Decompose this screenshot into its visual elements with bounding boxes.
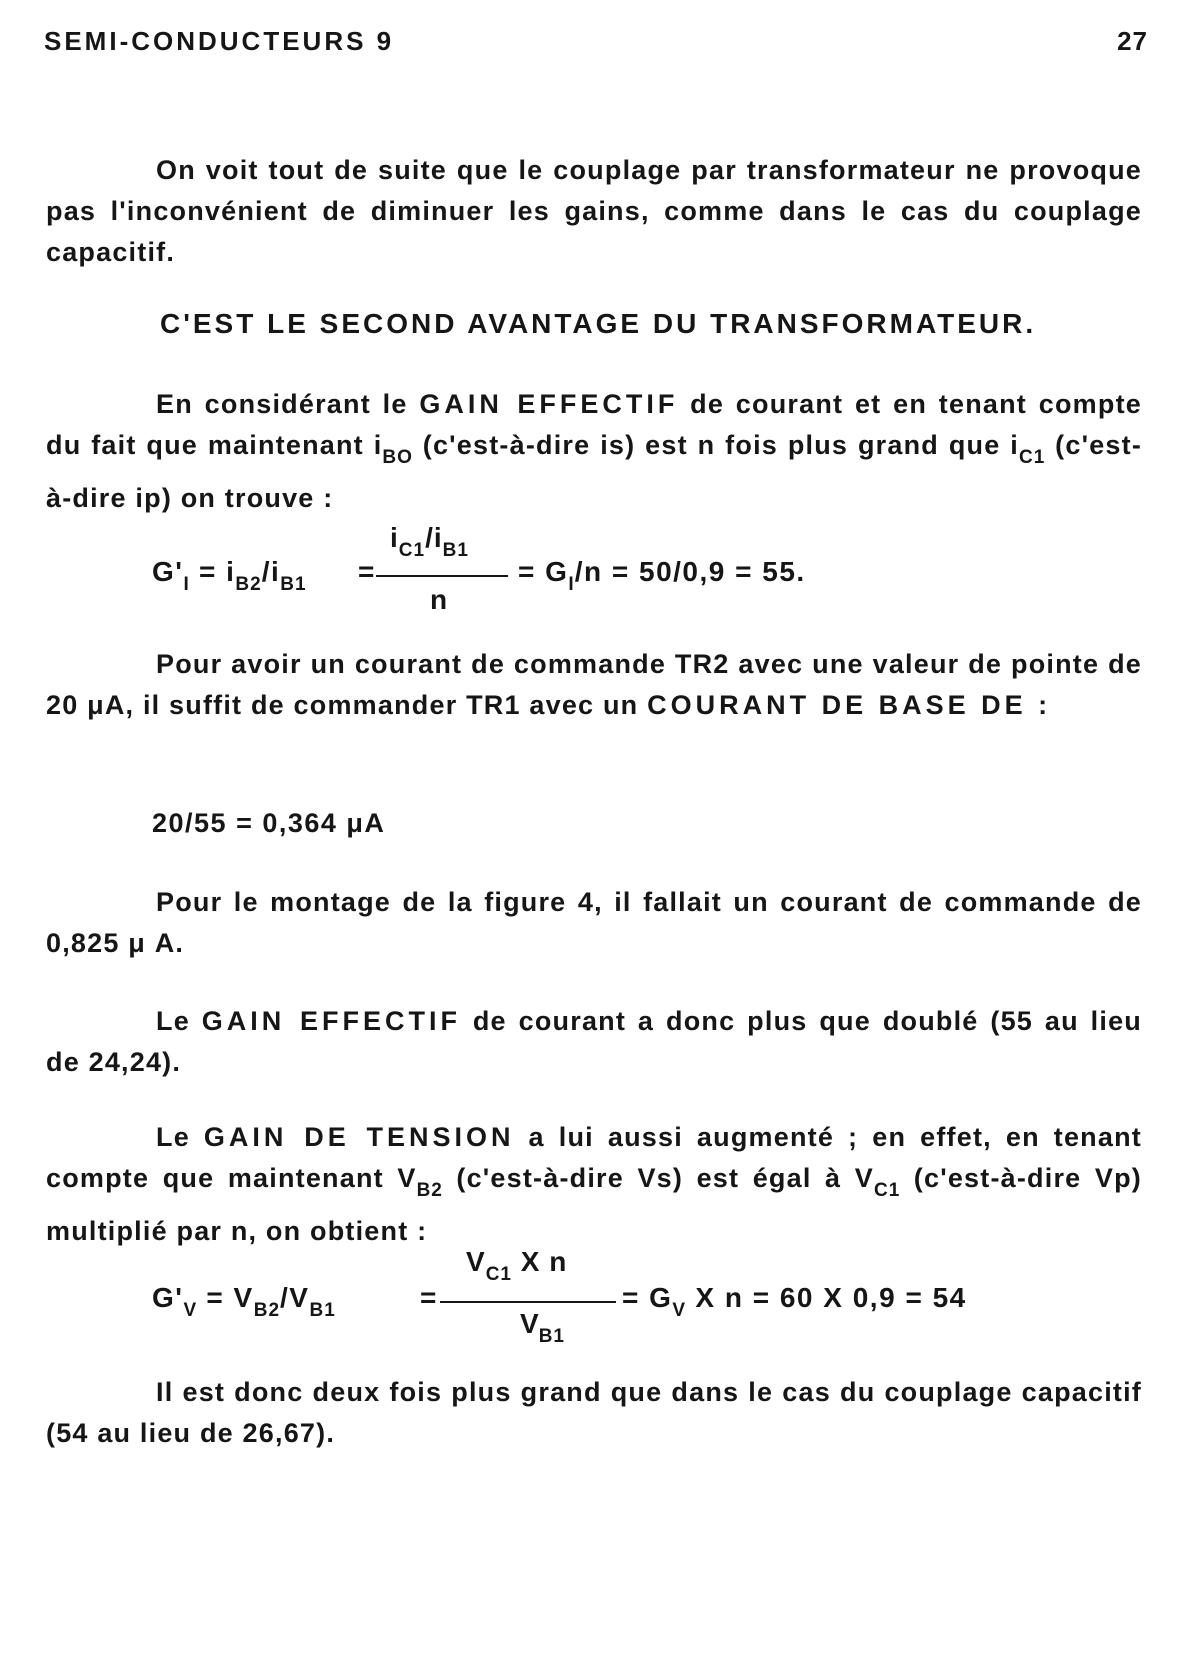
p6-sub-b2: B2 [416, 1180, 443, 1201]
base-current-calc: 20/55 = 0,364 μA [152, 808, 386, 838]
eq1-sub-b2: B2 [235, 574, 262, 595]
eq2-sub-b2: B2 [253, 1300, 281, 1321]
p2-text-d: (c'est-à-dire is) est n fois plus grand que i [412, 430, 1020, 460]
eq1-ib: = i [189, 556, 236, 587]
eq2-equals: = [420, 1282, 438, 1313]
eq2-slash-vb: /V [280, 1282, 310, 1313]
p2-sub-bo: BO [382, 447, 413, 468]
eq2-result [622, 1282, 967, 1322]
p6-text-d: (c'est-à-dire Vs) est égal à V [442, 1163, 874, 1193]
paragraph-3 [46, 644, 1142, 726]
eq2-rhs-g: = G [622, 1282, 673, 1313]
paragraph-2 [46, 384, 1142, 519]
eq1-denominator: n [430, 584, 448, 615]
eq1-result [518, 556, 806, 596]
eq1-slash-ib: /i [261, 556, 281, 587]
p5-text-a: Le [156, 1006, 202, 1036]
eq2-numerator [466, 1246, 567, 1286]
eq1-rhs-sub: I [568, 574, 575, 595]
paragraph-5 [46, 1001, 1142, 1083]
eq1-num-slash: /i [425, 522, 443, 553]
eq1-g-sub: I [183, 574, 190, 595]
p3-emphasis: COURANT DE BASE DE : [647, 690, 1052, 720]
p2-emphasis: GAIN EFFECTIF [419, 389, 679, 419]
eq2-num-xn: X n [511, 1246, 568, 1277]
paragraph-4: Pour le montage de la figure 4, il fallait un courant de commande de 0,825 μ A. [46, 887, 1142, 958]
paragraph-6 [46, 1117, 1142, 1252]
eq1-rhs-value: /n = 50/0,9 = 55. [574, 556, 806, 587]
paragraph-1: On voit tout de suite que le couplage par transformateur ne provoque pas l'inconvénient de diminuer les gains, comme dans le cas du couplage capacitif. [46, 155, 1142, 267]
p5-emphasis: GAIN EFFECTIF [201, 1006, 461, 1036]
page-number: 27 [1117, 26, 1148, 56]
eq2-sub-b1: B1 [309, 1300, 336, 1321]
page-header [44, 26, 1148, 66]
eq1-sub-b1: B1 [280, 574, 307, 595]
eq2-vb: = V [197, 1282, 254, 1313]
p3-text-a: Pour avoir un courant de commande TR2 avec une valeur de pointe de 20 μA, il suffit de commander TR1 avec un [46, 649, 1142, 720]
eq2-fraction-bar [440, 1301, 616, 1303]
p6-sub-c1: C1 [874, 1180, 901, 1201]
eq2-den-sub-b1: B1 [538, 1326, 565, 1347]
eq2-num-sub-c1: C1 [485, 1264, 512, 1285]
p2-text-e: (c'est-à-dire ip) on trouve : [46, 430, 1143, 513]
eq1-numerator [390, 522, 469, 562]
eq2-g: G' [152, 1282, 184, 1313]
eq1-rhs-g: = G [518, 556, 569, 587]
eq2-rhs-value: X n = 60 X 0,9 = 54 [686, 1282, 967, 1313]
section-heading: C'EST LE SECOND AVANTAGE DU TRANSFORMATEUR. [160, 308, 1037, 339]
p2-sub-c1: C1 [1019, 447, 1046, 468]
eq2-lhs [152, 1282, 336, 1322]
p6-emphasis: GAIN DE TENSION [203, 1122, 515, 1152]
p2-text-c: de courant et en tenant compte du fait que maintenant i [46, 389, 1142, 460]
p2-text-a: En considérant le [156, 389, 420, 419]
paragraph-7: Il est donc deux fois plus grand que dans le cas du couplage capacitif (54 au lieu de 26,67). [46, 1377, 1142, 1448]
eq1-fraction-bar [376, 575, 508, 577]
eq1-g: G' [152, 556, 184, 587]
p6-text-e: (c'est-à-dire Vp) multiplié par n, on obtient : [46, 1163, 1142, 1246]
p6-text-c: a lui aussi augmenté ; en effet, en tenant compte que maintenant V [46, 1122, 1142, 1193]
eq1-equals: = [358, 556, 376, 587]
header-title: SEMI-CONDUCTEURS 9 [44, 26, 395, 56]
eq2-rhs-sub: V [672, 1300, 687, 1321]
eq1-num-sub-c1: C1 [398, 540, 426, 561]
p5-text-c: de courant a donc plus que doublé (55 au lieu de 24,24). [46, 1006, 1142, 1077]
eq2-num-v: V [466, 1246, 486, 1277]
eq2-g-sub: V [183, 1300, 198, 1321]
p6-text-a: Le [156, 1122, 204, 1152]
eq1-lhs [152, 556, 307, 596]
eq2-den-v: V [520, 1308, 539, 1339]
eq1-num-i: i [390, 522, 399, 553]
eq1-num-sub-b1: B1 [442, 540, 469, 561]
eq2-denominator [520, 1308, 565, 1348]
